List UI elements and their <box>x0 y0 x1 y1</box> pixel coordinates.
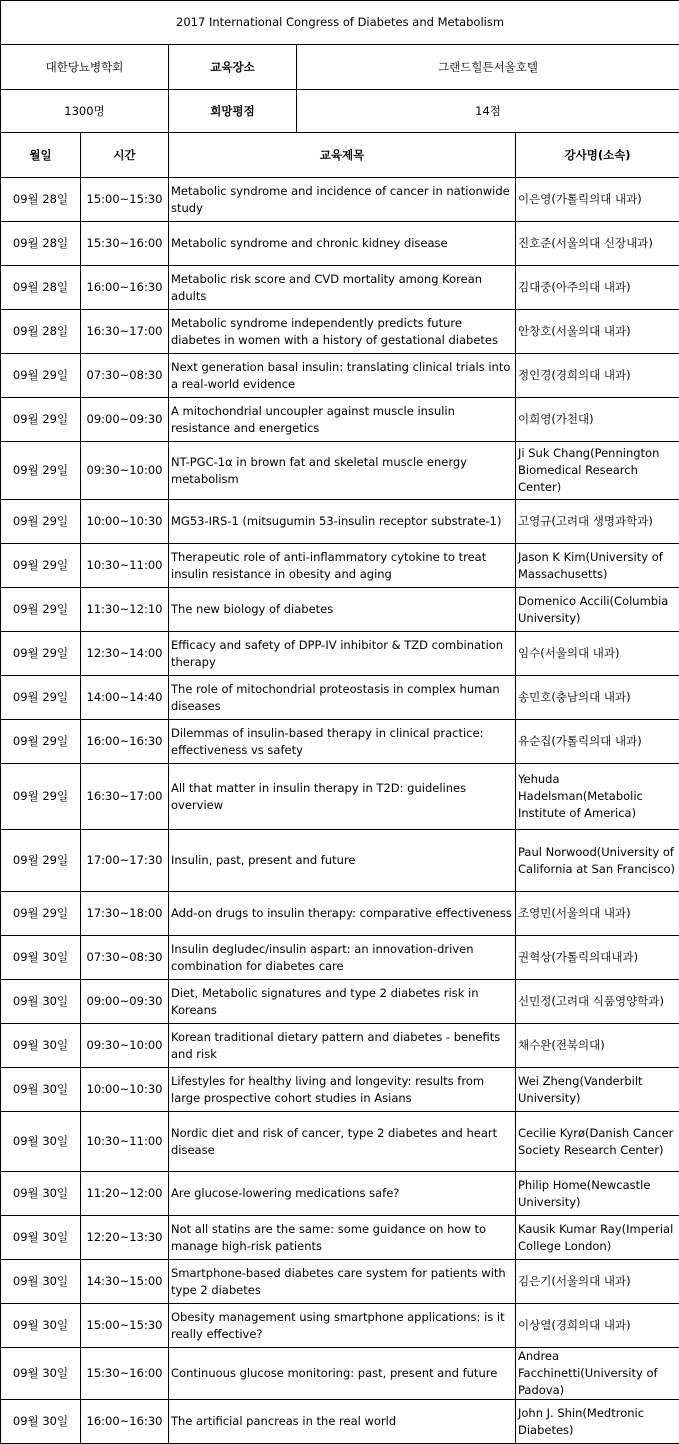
session-title: The artificial pancreas in the real world <box>169 1400 516 1444</box>
session-date: 09월 29일 <box>1 676 81 720</box>
session-speaker: 고영규(고려대 생명과학과) <box>516 500 679 544</box>
session-date: 09월 28일 <box>1 266 81 310</box>
table-row <box>1 1348 679 1400</box>
session-date: 09월 28일 <box>1 222 81 266</box>
organizer: 대한당뇨병학회 <box>1 45 169 90</box>
venue-row <box>1 45 679 90</box>
session-title: Insulin, past, present and future <box>169 830 516 892</box>
session-speaker: Ji Suk Chang(Pennington Biomedical Research Center) <box>516 442 679 500</box>
session-time: 16:00~16:30 <box>81 266 169 310</box>
table-row <box>1 398 679 442</box>
session-time: 10:00~10:30 <box>81 500 169 544</box>
session-time: 10:00~10:30 <box>81 1068 169 1112</box>
session-speaker: 이상열(경희의대 내과) <box>516 1304 679 1348</box>
session-date: 09월 29일 <box>1 500 81 544</box>
session-time: 11:30~12:10 <box>81 588 169 632</box>
session-date: 09월 29일 <box>1 354 81 398</box>
session-speaker: Kausik Kumar Ray(Imperial College London) <box>516 1216 679 1260</box>
session-speaker: 송민호(충남의대 내과) <box>516 676 679 720</box>
table-row <box>1 178 679 222</box>
header-row <box>1 133 679 178</box>
table-row <box>1 676 679 720</box>
session-speaker: Cecilie Kyrø(Danish Cancer Society Research Center) <box>516 1112 679 1172</box>
session-date: 09월 30일 <box>1 1348 81 1400</box>
session-date: 09월 30일 <box>1 1024 81 1068</box>
program-table-body <box>1 1 679 1444</box>
session-date: 09월 30일 <box>1 1112 81 1172</box>
table-row <box>1 1260 679 1304</box>
session-date: 09월 30일 <box>1 980 81 1024</box>
session-date: 09월 30일 <box>1 1216 81 1260</box>
session-date: 09월 30일 <box>1 1304 81 1348</box>
session-time: 17:00~17:30 <box>81 830 169 892</box>
session-title: Not all statins are the same: some guidance on how to manage high-risk patients <box>169 1216 516 1260</box>
table-row <box>1 1068 679 1112</box>
session-title: Korean traditional dietary pattern and diabetes - benefits and risk <box>169 1024 516 1068</box>
session-time: 15:00~15:30 <box>81 178 169 222</box>
session-speaker: 신민정(고려대 식품영양학과) <box>516 980 679 1024</box>
header-title: 교육제목 <box>169 133 516 178</box>
points: 14점 <box>297 90 679 133</box>
session-date: 09월 29일 <box>1 892 81 936</box>
attendees: 1300명 <box>1 90 169 133</box>
session-time: 16:30~17:00 <box>81 764 169 830</box>
table-row <box>1 764 679 830</box>
session-date: 09월 28일 <box>1 178 81 222</box>
session-time: 07:30~08:30 <box>81 936 169 980</box>
session-title: Metabolic syndrome and chronic kidney disease <box>169 222 516 266</box>
session-title: Obesity management using smartphone applications: is it really effective? <box>169 1304 516 1348</box>
table-row <box>1 500 679 544</box>
session-title: Efficacy and safety of DPP-IV inhibitor & TZD combination therapy <box>169 632 516 676</box>
session-speaker: Andrea Facchinetti(University of Padova) <box>516 1348 679 1400</box>
session-date: 09월 29일 <box>1 588 81 632</box>
session-date: 09월 29일 <box>1 764 81 830</box>
event-title: 2017 International Congress of Diabetes and Metabolism <box>1 1 679 45</box>
table-row <box>1 442 679 500</box>
session-title: Smartphone-based diabetes care system for patients with type 2 diabetes <box>169 1260 516 1304</box>
session-date: 09월 29일 <box>1 442 81 500</box>
session-speaker: 채수완(전북의대) <box>516 1024 679 1068</box>
session-speaker: 안창호(서울의대 내과) <box>516 310 679 354</box>
session-speaker: 김대중(아주의대 내과) <box>516 266 679 310</box>
session-title: NT-PGC-1α in brown fat and skeletal muscle energy metabolism <box>169 442 516 500</box>
session-speaker: 정인경(경희의대 내과) <box>516 354 679 398</box>
session-time: 14:30~15:00 <box>81 1260 169 1304</box>
session-time: 10:30~11:00 <box>81 1112 169 1172</box>
session-time: 15:30~16:00 <box>81 222 169 266</box>
session-time: 11:20~12:00 <box>81 1172 169 1216</box>
session-time: 12:30~14:00 <box>81 632 169 676</box>
session-time: 09:00~09:30 <box>81 980 169 1024</box>
session-time: 17:30~18:00 <box>81 892 169 936</box>
table-row <box>1 1216 679 1260</box>
session-title: All that matter in insulin therapy in T2D: guidelines overview <box>169 764 516 830</box>
session-speaker: Domenico Accili(Columbia University) <box>516 588 679 632</box>
session-time: 16:00~16:30 <box>81 720 169 764</box>
session-time: 07:30~08:30 <box>81 354 169 398</box>
table-row <box>1 1400 679 1444</box>
session-title: Insulin degludec/insulin aspart: an innovation-driven combination for diabetes care <box>169 936 516 980</box>
session-title: Diet, Metabolic signatures and type 2 diabetes risk in Koreans <box>169 980 516 1024</box>
session-speaker: Wei Zheng(Vanderbilt University) <box>516 1068 679 1112</box>
table-row <box>1 892 679 936</box>
session-time: 15:30~16:00 <box>81 1348 169 1400</box>
table-row <box>1 1172 679 1216</box>
session-title: Metabolic syndrome independently predicts future diabetes in women with a history of gestational diabetes <box>169 310 516 354</box>
session-speaker: Paul Norwood(University of California at San Francisco) <box>516 830 679 892</box>
session-time: 16:00~16:30 <box>81 1400 169 1444</box>
points-label: 희망평점 <box>169 90 297 133</box>
header-time: 시간 <box>81 133 169 178</box>
table-row <box>1 830 679 892</box>
session-title: Next generation basal insulin: translating clinical trials into a real-world evidence <box>169 354 516 398</box>
session-date: 09월 28일 <box>1 310 81 354</box>
session-speaker: 이희영(가천대) <box>516 398 679 442</box>
session-date: 09월 29일 <box>1 544 81 588</box>
session-title: Metabolic syndrome and incidence of cancer in nationwide study <box>169 178 516 222</box>
session-date: 09월 30일 <box>1 936 81 980</box>
session-title: Are glucose-lowering medications safe? <box>169 1172 516 1216</box>
table-row <box>1 1024 679 1068</box>
table-row <box>1 980 679 1024</box>
session-time: 09:00~09:30 <box>81 398 169 442</box>
table-row <box>1 544 679 588</box>
session-date: 09월 30일 <box>1 1068 81 1112</box>
session-title: Dilemmas of insulin-based therapy in clinical practice: effectiveness vs safety <box>169 720 516 764</box>
table-row <box>1 222 679 266</box>
session-speaker: Philip Home(Newcastle University) <box>516 1172 679 1216</box>
session-date: 09월 29일 <box>1 720 81 764</box>
session-time: 15:00~15:30 <box>81 1304 169 1348</box>
session-speaker: John J. Shin(Medtronic Diabetes) <box>516 1400 679 1444</box>
session-time: 10:30~11:00 <box>81 544 169 588</box>
table-row <box>1 936 679 980</box>
session-date: 09월 29일 <box>1 632 81 676</box>
title-row <box>1 1 679 45</box>
session-speaker: 진호준(서울의대 신장내과) <box>516 222 679 266</box>
session-title: Lifestyles for healthy living and longevity: results from large prospective cohort studies in Asians <box>169 1068 516 1112</box>
session-speaker: 임수(서울의대 내과) <box>516 632 679 676</box>
table-row <box>1 1304 679 1348</box>
table-row <box>1 354 679 398</box>
session-time: 09:30~10:00 <box>81 442 169 500</box>
session-date: 09월 29일 <box>1 398 81 442</box>
session-date: 09월 30일 <box>1 1172 81 1216</box>
header-date: 월일 <box>1 133 81 178</box>
session-title: Therapeutic role of anti-inflammatory cytokine to treat insulin resistance in obesity and aging <box>169 544 516 588</box>
table-row <box>1 632 679 676</box>
session-speaker: 유순집(가톨릭의대 내과) <box>516 720 679 764</box>
session-speaker: Jason K Kim(University of Massachusetts) <box>516 544 679 588</box>
table-row <box>1 1112 679 1172</box>
session-date: 09월 30일 <box>1 1260 81 1304</box>
session-title: A mitochondrial uncoupler against muscle insulin resistance and energetics <box>169 398 516 442</box>
session-title: Add-on drugs to insulin therapy: comparative effectiveness <box>169 892 516 936</box>
header-speaker: 강사명(소속) <box>516 133 679 178</box>
points-row <box>1 90 679 133</box>
session-speaker: 권혁상(가톨릭의대내과) <box>516 936 679 980</box>
venue: 그랜드힐튼서울호텔 <box>297 45 679 90</box>
session-speaker: 이은영(가톨릭의대 내과) <box>516 178 679 222</box>
session-title: Metabolic risk score and CVD mortality among Korean adults <box>169 266 516 310</box>
table-row <box>1 720 679 764</box>
session-time: 12:20~13:30 <box>81 1216 169 1260</box>
session-date: 09월 30일 <box>1 1400 81 1444</box>
session-time: 09:30~10:00 <box>81 1024 169 1068</box>
session-time: 14:00~14:40 <box>81 676 169 720</box>
session-speaker: 김은기(서울의대 내과) <box>516 1260 679 1304</box>
table-row <box>1 588 679 632</box>
session-time: 16:30~17:00 <box>81 310 169 354</box>
session-title: Continuous glucose monitoring: past, present and future <box>169 1348 516 1400</box>
session-title: The new biology of diabetes <box>169 588 516 632</box>
table-row <box>1 310 679 354</box>
table-row <box>1 266 679 310</box>
session-date: 09월 29일 <box>1 830 81 892</box>
venue-label: 교육장소 <box>169 45 297 90</box>
session-title: Nordic diet and risk of cancer, type 2 diabetes and heart disease <box>169 1112 516 1172</box>
session-title: The role of mitochondrial proteostasis in complex human diseases <box>169 676 516 720</box>
session-speaker: 조영민(서울의대 내과) <box>516 892 679 936</box>
session-title: MG53-IRS-1 (mitsugumin 53-insulin receptor substrate-1) <box>169 500 516 544</box>
session-speaker: Yehuda Hadelsman(Metabolic Institute of America) <box>516 764 679 830</box>
